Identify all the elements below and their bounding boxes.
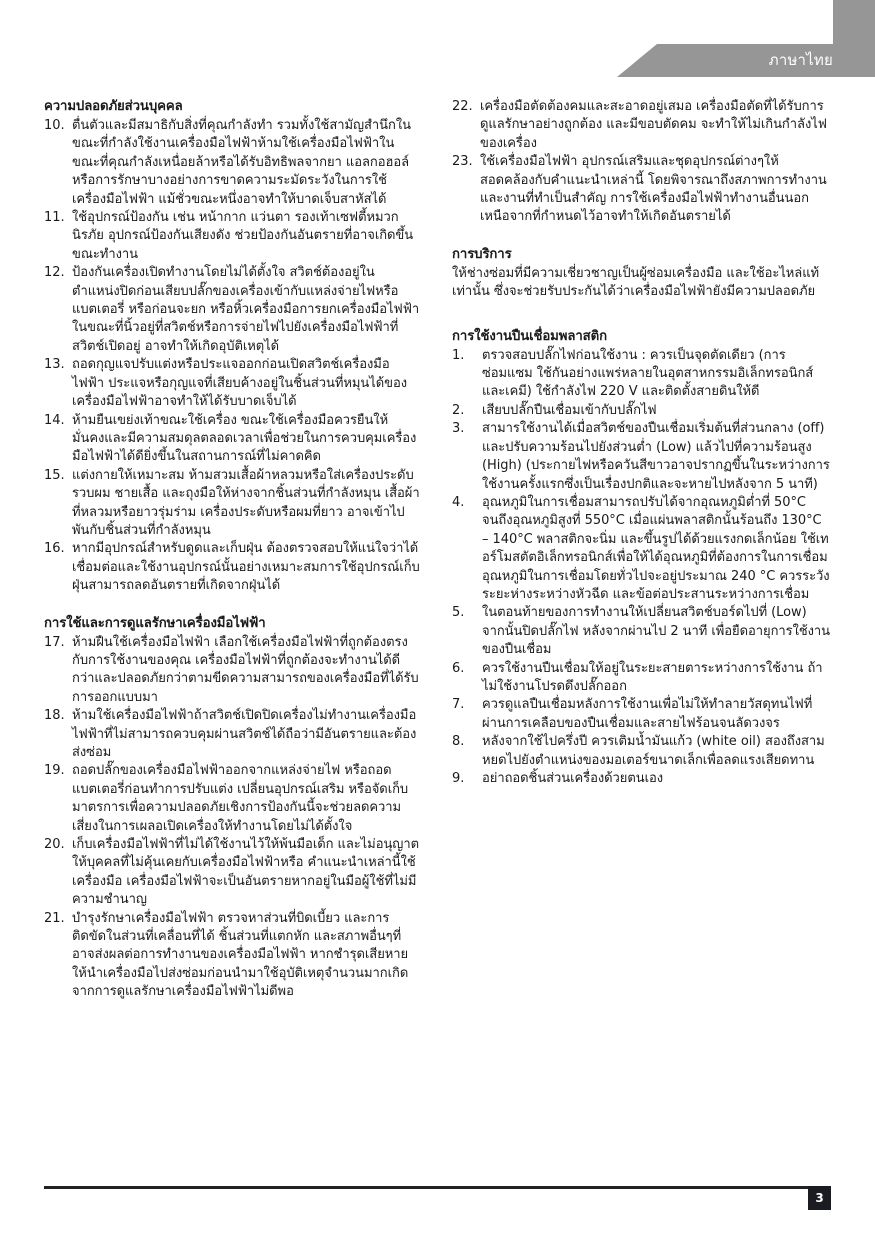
list-item-text: สามารใช้งานได้เมื่อสวิตช์ของปืนเชื่อมเริ่มต้นที่ส่วนกลาง (off) และปรับความร้อนไปยังส่วนต่ำ (Low) แล้วไปที่ความร้อนสูง (High) (ประกายไฟหรือควันสีขาวอาจปรากฏขึ้นในระหว่างการใช้งานครั้งแรกซึ่งเป็นเรื่องปกติและจะหายไปหลังจาก 5 นาที) — [482, 421, 830, 492]
list-item — [452, 494, 832, 604]
list-item-number: 1. — [452, 347, 465, 363]
list-item-text: ใช้เครื่องมือไฟฟ้า อุปกรณ์เสริมและชุดอุปกรณ์ต่างๆให้สอดคล้องกับคำแนะนำเหล่านี้ โดยพิจารณาถึงสภาพการทำงานและงานที่ทำเป็นสำคัญ การใช้เครื่องมือไฟฟ้าทำงานอื่นนอกเหนือจากที่กำหนดไว้อาจทำให้เกิดอันตรายได้ — [480, 154, 827, 225]
list-item-text: ป้องกันเครื่องเปิดทำงานโดยไม่ได้ตั้งใจ สวิตช์ต้องอยู่ในตำแหน่งปิดก่อนเสียบปลั๊กของเครื่องเข้ากับแหล่งจ่ายไฟหรือแบตเตอรี่ หรือก่อนจะยก หรือหิ้วเครื่องมือการยกเครื่องมือไฟฟ้าในขณะที่นิ้วอยู่ที่สวิตช์หรือการจ่ายไฟไปยังเครื่องมือไฟฟ้าที่สวิตช์เปิดอยู่ อาจทำให้เกิดอุบัติเหตุได้ — [72, 265, 420, 354]
list-item — [44, 412, 420, 467]
list-item — [452, 660, 832, 697]
list-item-number: 23. — [452, 154, 473, 170]
list-item-number: 6. — [452, 660, 465, 676]
list-item-text: ในตอนท้ายของการทำงานให้เปลี่ยนสวิตช์บอร์ดไปที่ (Low) จากนั้นปิดปลั๊กไฟ หลังจากผ่านไป 2 นาที เพื่อยืดอายุการใช้งานของปืนเชื่อม — [482, 605, 831, 658]
list-item-text: ห้ามฝืนใช้เครื่องมือไฟฟ้า เลือกใช้เครื่องมือไฟฟ้าที่ถูกต้องตรงกับการใช้งานของคุณ เครื่องมือไฟฟ้าที่ถูกต้องจะทำงานได้ดีกว่าและปลอดภัยกว่าตามขีดความสามารถของเครื่องมือที่ได้รับการออกแบบมา — [72, 634, 419, 705]
list-tool-use-and-care-continued — [452, 98, 832, 227]
list-item-text: หากมีอุปกรณ์สำหรับดูดและเก็บฝุ่น ต้องตรวจสอบให้แน่ใจว่าได้เชื่อมต่อและใช้งานอุปกรณ์นั้นอย่างเหมาะสมการใช้อุปกรณ์เก็บฝุ่นสามารถลดอันตรายที่เกิดจากฝุ่นได้ — [72, 541, 420, 594]
list-item-number: 11. — [44, 210, 65, 226]
list-item — [44, 836, 420, 910]
list-item-number: 22. — [452, 99, 473, 114]
list-item — [452, 420, 832, 494]
list-item — [44, 209, 420, 264]
heading-tool-use-and-care: การใช้และการดูแลรักษาเครื่องมือไฟฟ้า — [44, 615, 266, 631]
list-item-text: ถอดปลั๊กของเครื่องมือไฟฟ้าออกจากแหล่งจ่ายไฟ หรือถอดแบตเตอรี่ก่อนทำการปรับแต่ง เปลี่ยนอุปกรณ์เสริม หรือจัดเก็บมาตรการเพื่อความปลอดภัยเชิงการป้องกันนี้จะช่วยลดความเสี่ยงในการเผลอเปิดเครื่องให้ทำงานโดยไม่ได้ตั้งใจ — [72, 763, 409, 834]
list-item-number: 19. — [44, 763, 65, 779]
list-item-text: เสียบปลั๊กปืนเชื่อมเข้ากับปลั๊กไฟ — [482, 402, 657, 418]
list-personal-safety — [44, 117, 420, 596]
heading-service: การบริการ — [452, 246, 512, 262]
list-item-text: ตื่นตัวและมีสมาธิกับสิ่งที่คุณกำลังทำ รวมทั้งใช้สามัญสำนึกในขณะที่กำลังใช้งานเครื่องมือไฟฟ้าห้ามใช้เครื่องมือไฟฟ้าในขณะที่คุณกำลังเหนื่อยล้าหรือได้รับอิทธิพลจากยา แอลกอฮอล์หรือการรักษาบางอย่างการขาดความระมัดระวังในการใช้เครื่องมือไฟฟ้า แม้ชั่วขณะหนึ่งอาจทำให้บาดเจ็บสาหัสได้ — [72, 118, 411, 207]
list-item — [44, 762, 420, 836]
list-plastic-welding-gun-usage — [452, 347, 832, 789]
list-item-text: เก็บเครื่องมือไฟฟ้าที่ไม่ได้ใช้งานไว้ให้พ้นมือเด็ก และไม่อนุญาตให้บุคคลที่ไม่คุ้นเคยกับเครื่องมือไฟฟ้าหรือ คำแนะนำเหล่านี้ใช้เครื่องมือ เครื่องมือไฟฟ้าจะเป็นอันตรายหากอยู่ในมือผู้ใช้ที่ไม่มีความชำนาญ — [72, 837, 419, 908]
list-item-number: 13. — [44, 357, 65, 373]
list-item — [452, 98, 832, 153]
service-paragraph: ให้ช่างซ่อมที่มีความเชี่ยวชาญเป็นผู้ซ่อมเครื่องมือ และใช้อะไหล่แท้เท่านั้น ซึ่งจะช่วยรับประกันได้ว่าเครื่องมือไฟฟ้ายังมีความปลอดภัย — [452, 265, 820, 300]
list-item-text: แต่งกายให้เหมาะสม ห้ามสวมเสื้อผ้าหลวมหรือใส่เครื่องประดับ รวบผม ชายเสื้อ และถุงมือให้ห่างจากชิ้นส่วนที่กำลังหมุน เสื้อผ้าที่หลวมหรือยาวรุ่มร่าม เครื่องประดับหรือผมที่ยาว อาจเข้าไปพันกับชิ้นส่วนที่กำลังหมุน — [72, 467, 420, 538]
list-item-number: 9. — [452, 771, 465, 786]
list-item-number: 2. — [452, 402, 465, 418]
list-item — [452, 696, 832, 733]
list-item-text: เครื่องมือตัดต้องคมและสะอาดอยู่เสมอ เครื่องมือตัดที่ได้รับการดูแลรักษาอย่างถูกต้อง และมีขอบตัดคม จะทำให้ไม่เกินกำลังไฟของเครื่อง — [480, 99, 827, 151]
list-item — [44, 356, 420, 411]
heading-plastic-welding-gun-usage: การใช้งานปืนเชื่อมพลาสติก — [452, 328, 607, 344]
list-item-number: 15. — [44, 467, 65, 483]
list-item-text: อุณหภูมิในการเชื่อมสามารถปรับได้จากอุณหภูมิต่ำที่ 50°C จนถึงอุณหภูมิสูงที่ 550°C เมื่อแผ่นพลาสติกนั้นร้อนถึง 130°C – 140°C พลาสติกจะนิ่ม และขึ้นรูปได้ด้วยแรงกดเล็กน้อย ใช้เทอร์โมสตัตอิเล็กทรอนิกส์เพื่อให้ได้อุณหภูมิที่ต้องการในการเชื่อม อุณหภูมิในการเชื่อมโดยทั่วไปจะอยู่ประมาณ 240 °C ควรระวังระยะห่างระหว่างหัวฉีด และข้อต่อประสานระหว่างการเชื่อม — [482, 494, 830, 602]
list-item-number: 21. — [44, 910, 65, 926]
page-footer — [0, 1186, 875, 1226]
list-item — [452, 153, 832, 227]
list-item-number: 18. — [44, 708, 65, 724]
list-item — [44, 910, 420, 1002]
left-column — [44, 98, 420, 1002]
list-item — [452, 604, 832, 659]
list-item-number: 14. — [44, 412, 65, 428]
list-item-number: 4. — [452, 494, 465, 510]
list-item-text: ใช้อุปกรณ์ป้องกัน เช่น หน้ากาก แว่นตา รองเท้าเซฟตี้หมวกนิรภัย อุปกรณ์ป้องกันเสียงดัง ช่วยป้องกันอันตรายที่อาจเกิดขึ้นขณะทำงาน — [72, 210, 414, 262]
list-item-number: 10. — [44, 118, 65, 133]
list-item-text: ถอดกุญแจปรับแต่งหรือประแจออกก่อนเปิดสวิตช์เครื่องมือไฟฟ้า ประแจหรือกุญแจที่เสียบค้างอยู่ในชิ้นส่วนที่หมุนได้ของเครื่องมือไฟฟ้าอาจทำให้ได้รับบาดเจ็บได้ — [72, 357, 408, 410]
list-item — [44, 264, 420, 356]
heading-personal-safety: ความปลอดภัยส่วนบุคคล — [44, 99, 183, 114]
list-item — [452, 733, 832, 770]
page-number-badge: 3 — [808, 1186, 831, 1210]
list-item — [452, 347, 832, 402]
list-item — [452, 402, 832, 420]
list-item-text: อย่าถอดชิ้นส่วนเครื่องด้วยตนเอง — [482, 771, 664, 786]
list-item — [44, 117, 420, 209]
list-item — [452, 770, 832, 788]
list-item-number: 12. — [44, 265, 65, 281]
list-item-number: 8. — [452, 734, 465, 750]
header-corner-block — [833, 0, 875, 44]
list-item-number: 7. — [452, 697, 465, 713]
list-item-number: 3. — [452, 421, 465, 437]
page-header — [0, 0, 875, 92]
list-item-number: 17. — [44, 634, 65, 650]
right-column — [452, 98, 832, 788]
language-title: ภาษาไทย — [768, 51, 833, 69]
list-item-text: ควรใช้งานปืนเชื่อมให้อยู่ในระยะสายตาระหว่างการใช้งาน ถ้าไม่ใช้งานโปรดดึงปลั๊กออก — [482, 660, 823, 694]
list-item — [44, 540, 420, 595]
list-item-text: ห้ามยืนเขย่งเท้าขณะใช้เครื่อง ขณะใช้เครื่องมือควรยืนให้มั่นคงและมีความสมดุลตลอดเวลาเพื่อช่วยในการควบคุมเครื่องมือไฟฟ้าได้ดียิ่งขึ้นในสถานการณ์ที่ไม่คาดคิด — [72, 412, 417, 465]
list-item-number: 16. — [44, 541, 65, 557]
list-item-number: 5. — [452, 605, 465, 621]
list-item — [44, 467, 420, 541]
list-item — [44, 634, 420, 708]
footer-divider — [44, 1186, 809, 1189]
list-item-text: หลังจากใช้ไปครึ่งปี ควรเติมน้ำมันแก้ว (white oil) สองถึงสามหยดไปยังตำแหน่งของมอเตอร์ขนาดเล็กเพื่อลดแรงเสียดทาน — [482, 734, 825, 768]
list-item-text: ตรวจสอบปลั๊กไฟก่อนใช้งาน : ควรเป็นจุดตัดเดียว (การซ่อมแซม ใช้กันอย่างแพร่หลายในอุตสาหกรรมอิเล็กทรอนิกส์และเคมี) ใช้กำลังไฟ 220 V และติดตั้งสายดินให้ดี — [482, 347, 814, 400]
list-item-number: 20. — [44, 837, 65, 853]
list-item-text: ห้ามใช้เครื่องมือไฟฟ้าถ้าสวิตช์เปิดปิดเครื่องไม่ทำงานเครื่องมือไฟฟ้าที่ไม่สามารถควบคุมผ่านสวิตช์ได้ถือว่ามีอันตรายและต้องส่งซ่อม — [72, 708, 417, 760]
list-item — [44, 707, 420, 762]
list-tool-use-and-care — [44, 634, 420, 1002]
list-item-text: ควรดูแลปืนเชื่อมหลังการใช้งานเพื่อไม่ให้ทำลายวัสดุทนไฟที่ผ่านการเคลือบของปืนเชื่อมและสายไฟร้อนจนลัดวงจร — [482, 697, 813, 731]
list-item-text: บำรุงรักษาเครื่องมือไฟฟ้า ตรวจหาส่วนที่บิดเบี้ยว และการติดขัดในส่วนที่เคลื่อนที่ได้ ชิ้นส่วนที่แตกหัก และสภาพอื่นๆที่อาจส่งผลต่อการทำงานของเครื่องมือไฟฟ้า หากชำรุดเสียหาย ให้นำเครื่องมือไปส่งซ่อมก่อนนำมาใช้อุบัติเหตุจำนวนมากเกิดจากการดูแลรักษาเครื่องมือไฟฟ้าไม่ดีพอ — [72, 910, 409, 1000]
